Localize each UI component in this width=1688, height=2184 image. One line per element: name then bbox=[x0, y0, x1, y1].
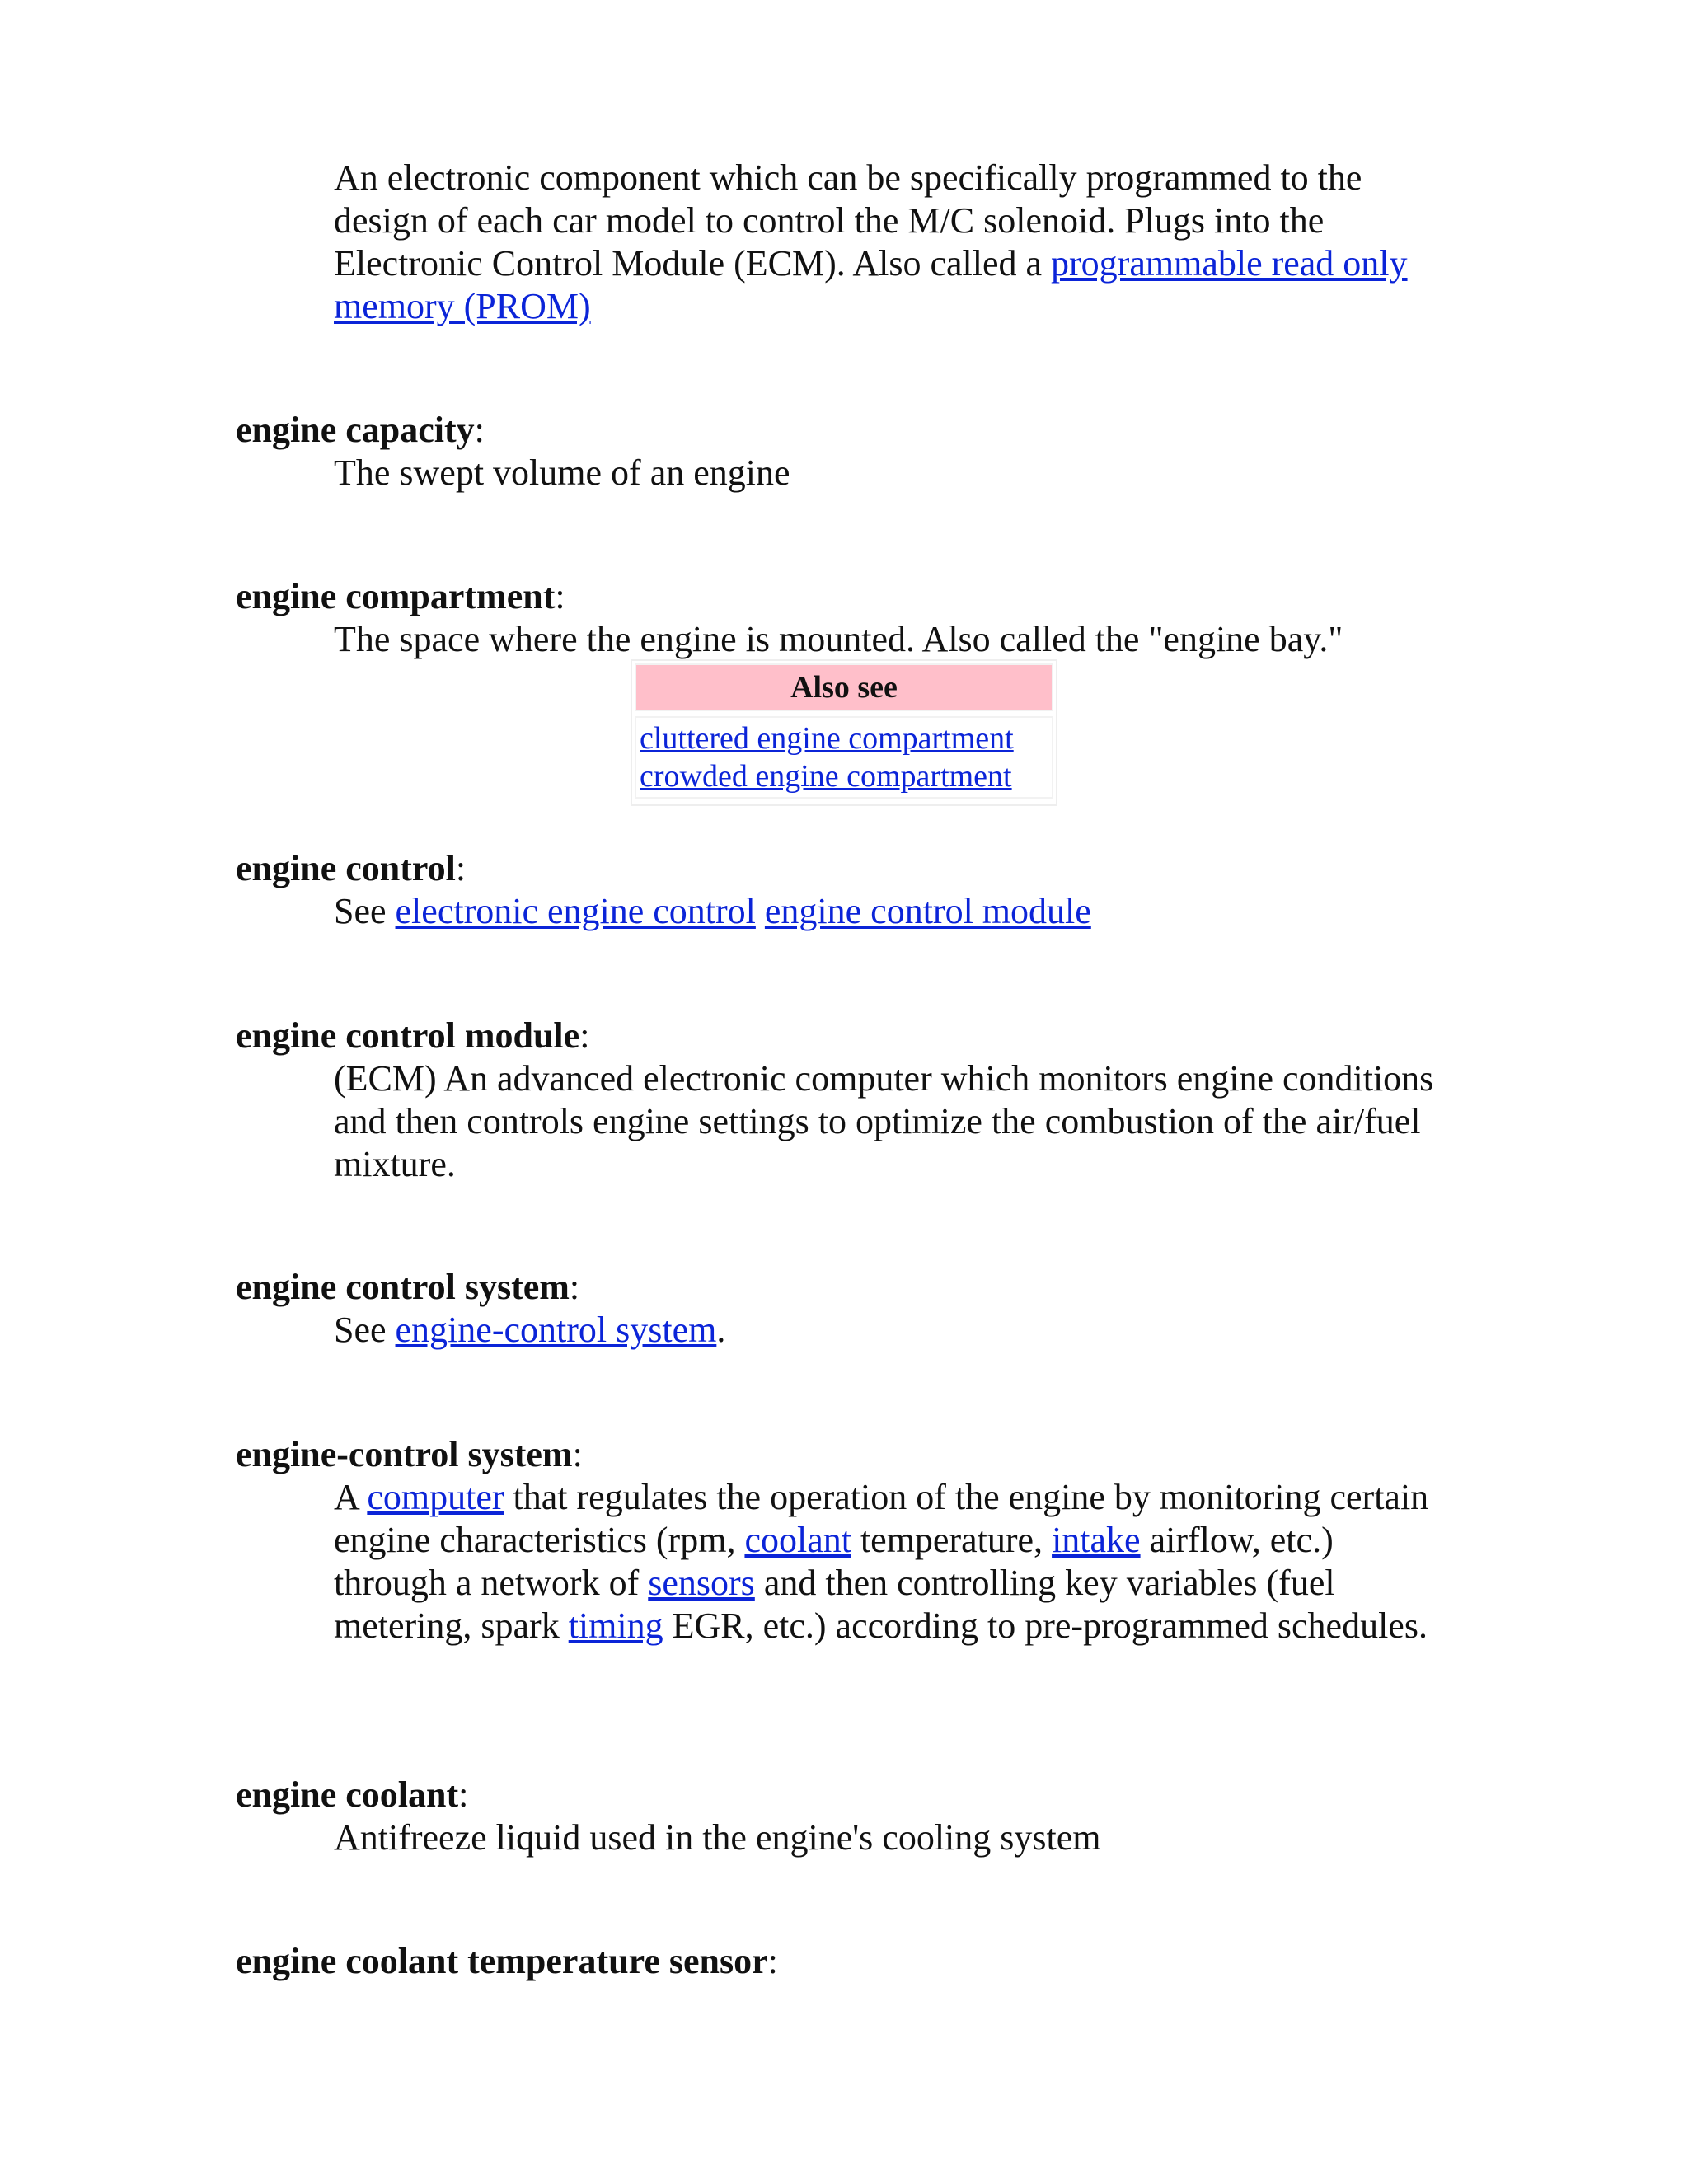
term-engine-control bbox=[236, 847, 466, 890]
term-engine-hyphen-control-system bbox=[236, 1433, 583, 1476]
see-prefix: See bbox=[334, 891, 387, 931]
term-label: engine control system bbox=[236, 1267, 570, 1307]
definition-suffix: . bbox=[716, 1310, 726, 1350]
term-colon: : bbox=[455, 848, 467, 888]
definition-engine-control-system bbox=[334, 1309, 1455, 1352]
timing-link[interactable]: timing bbox=[568, 1605, 663, 1646]
term-colon: : bbox=[458, 1774, 469, 1815]
definition-engine-capacity: The swept volume of an engine bbox=[334, 452, 790, 493]
definition-engine-compartment: The space where the engine is mounted. Also called the "engine bay." bbox=[334, 619, 1343, 659]
computer-link[interactable]: computer bbox=[367, 1477, 504, 1517]
also-see-box bbox=[631, 659, 1057, 806]
definition-text: EGR, etc.) according to pre-programmed schedules. bbox=[663, 1605, 1428, 1646]
definition-text: airflow, etc.) through a network of bbox=[334, 1520, 1334, 1603]
definition-text: temperature, bbox=[851, 1520, 1053, 1560]
term-colon: : bbox=[579, 1015, 590, 1056]
also-see-heading: Also see bbox=[635, 663, 1053, 711]
term-colon: : bbox=[569, 1267, 580, 1307]
definition-text: and then controlling key variables (fuel metering, spark bbox=[334, 1563, 1335, 1646]
term-label: engine control bbox=[236, 848, 456, 888]
term-engine-coolant-temperature-sensor bbox=[236, 1940, 778, 1983]
also-see-list bbox=[635, 716, 1053, 799]
intro-definition bbox=[334, 157, 1455, 328]
definition-engine-hyphen-control-system bbox=[334, 1476, 1455, 1647]
intake-link[interactable]: intake bbox=[1052, 1520, 1141, 1560]
term-colon: : bbox=[767, 1941, 778, 1981]
definition-text: A bbox=[334, 1477, 368, 1517]
cluttered-engine-compartment-link[interactable]: cluttered engine compartment bbox=[640, 721, 1014, 756]
term-label: engine capacity bbox=[236, 410, 475, 450]
definition-engine-control-module: (ECM) An advanced electronic computer which monitors engine conditions and then controls engine settings to optimize the combustion of the air/fuel mixture. bbox=[334, 1058, 1434, 1184]
term-label: engine-control system bbox=[236, 1434, 573, 1474]
term-colon: : bbox=[555, 576, 565, 616]
engine-control-system-link[interactable]: engine-control system bbox=[395, 1310, 717, 1350]
see-prefix: See bbox=[334, 1310, 387, 1350]
coolant-link[interactable]: coolant bbox=[744, 1520, 851, 1560]
term-colon: : bbox=[572, 1434, 583, 1474]
sensors-link[interactable]: sensors bbox=[648, 1563, 755, 1603]
prom-link[interactable]: programmable read only memory (PROM) bbox=[334, 243, 1408, 326]
definition-engine-control bbox=[334, 890, 1455, 933]
term-label: engine coolant temperature sensor bbox=[236, 1941, 768, 1981]
term-engine-control-system bbox=[236, 1266, 579, 1309]
term-colon: : bbox=[474, 410, 485, 450]
definition-text: that regulates the operation of the engine by monitoring certain engine characteristics (rpm, bbox=[334, 1477, 1429, 1560]
term-label: engine control module bbox=[236, 1015, 580, 1056]
term-label: engine compartment bbox=[236, 576, 556, 616]
term-engine-compartment bbox=[236, 575, 565, 618]
intro-text: An electronic component which can be specifically programmed to the design of each car model to control the M/C solenoid. Plugs into the Electronic Control Module (ECM). Also called a bbox=[334, 157, 1362, 284]
electronic-engine-control-link[interactable]: electronic engine control bbox=[395, 891, 756, 931]
engine-control-module-link[interactable]: engine control module bbox=[764, 891, 1091, 931]
term-engine-capacity bbox=[236, 409, 485, 452]
crowded-engine-compartment-link[interactable]: crowded engine compartment bbox=[640, 759, 1012, 794]
term-label: engine coolant bbox=[236, 1774, 459, 1815]
term-engine-coolant bbox=[236, 1774, 468, 1816]
term-engine-control-module bbox=[236, 1015, 589, 1057]
definition-engine-coolant: Antifreeze liquid used in the engine's cooling system bbox=[334, 1817, 1101, 1858]
